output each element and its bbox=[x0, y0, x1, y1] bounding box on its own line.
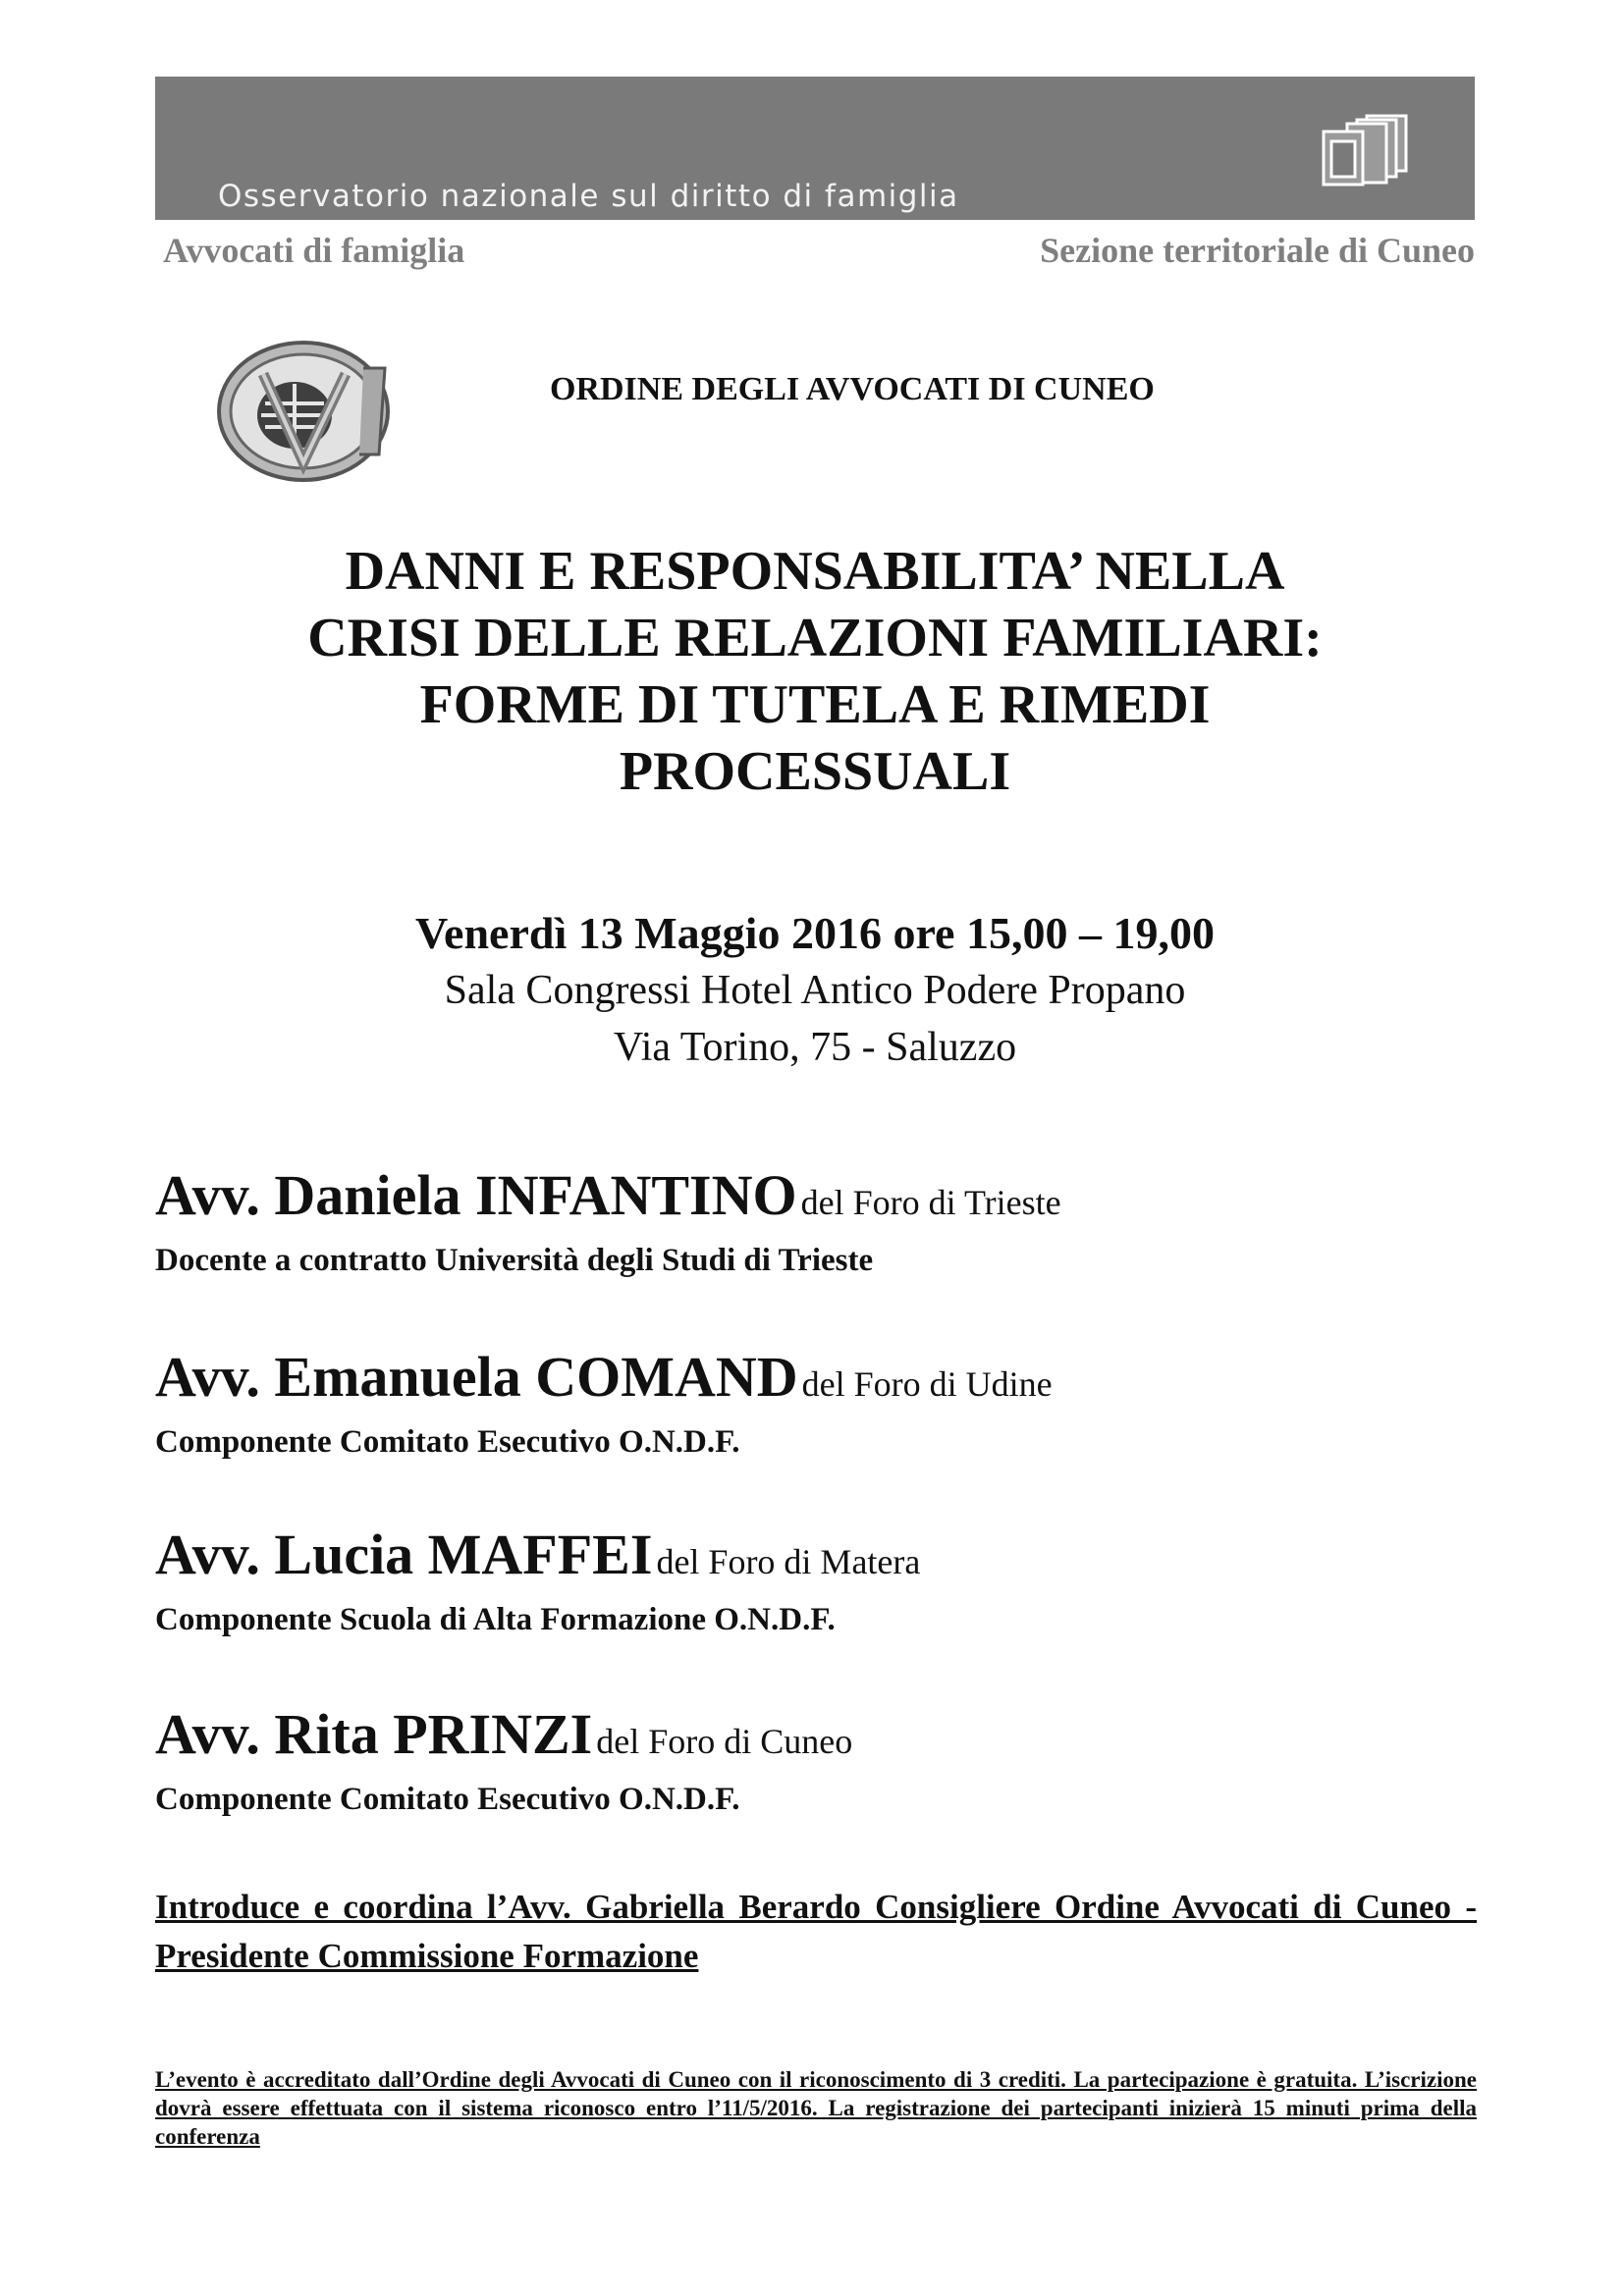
speaker-name: Avv. Lucia MAFFEI bbox=[155, 1522, 653, 1586]
speaker-role: Componente Scuola di Alta Formazione O.N.D.F. bbox=[155, 1602, 836, 1637]
event-venue: Sala Congressi Hotel Antico Podere Propano bbox=[444, 968, 1186, 1013]
subtitle-left: Avvocati di famiglia bbox=[163, 231, 465, 270]
bar-association-seal-icon bbox=[216, 339, 391, 484]
speaker bbox=[155, 1347, 1053, 1462]
speaker-name: Avv. Rita PRINZI bbox=[155, 1702, 593, 1766]
event-address: Via Torino, 75 - Saluzzo bbox=[613, 1025, 1017, 1070]
event-title-line: PROCESSUALI bbox=[619, 741, 1011, 802]
subtitle-right: Sezione territoriale di Cuneo bbox=[1040, 231, 1475, 270]
event-title-line: CRISI DELLE RELAZIONI FAMILIARI: bbox=[307, 608, 1323, 668]
speaker-role: Componente Comitato Esecutivo O.N.D.F. bbox=[155, 1782, 740, 1817]
banner-title: Osservatorio nazionale sul diritto di famiglia bbox=[218, 179, 959, 214]
event-date-time: Venerdì 13 Maggio 2016 ore 15,00 – 19,00 bbox=[415, 908, 1215, 958]
event-info bbox=[157, 905, 1473, 1076]
speaker bbox=[155, 1524, 920, 1639]
books-icon bbox=[1320, 112, 1414, 187]
header-banner bbox=[155, 77, 1475, 220]
event-title bbox=[157, 538, 1473, 805]
speaker-name: Avv. Daniela INFANTINO bbox=[155, 1163, 797, 1227]
accreditation-note: L’evento è accreditato dall’Ordine degli Avvocati di Cuneo con il riconoscimento di 3 crediti. La partecipazione è gratuita. L’iscrizione dovrà essere effettuata con il sistema riconosco entro l’11/5/2016. La registrazione dei partecipanti inizierà 15 minuti prima della conferenza bbox=[155, 2067, 1477, 2149]
speaker-foro: del Foro di Trieste bbox=[800, 1183, 1061, 1222]
event-title-line: FORME DI TUTELA E RIMEDI bbox=[419, 674, 1211, 735]
moderator-intro: Introduce e coordina l’Avv. Gabriella Berardo Consigliere Ordine Avvocati di Cuneo - Presidente Commissione Formazione bbox=[155, 1888, 1477, 1975]
speaker-name: Avv. Emanuela COMAND bbox=[155, 1345, 798, 1409]
speaker-foro: del Foro di Matera bbox=[656, 1542, 921, 1581]
speaker-role: Componente Comitato Esecutivo O.N.D.F. bbox=[155, 1424, 740, 1460]
speaker bbox=[155, 1704, 852, 1819]
event-title-line: DANNI E RESPONSABILITA’ NELLA bbox=[345, 541, 1285, 602]
organizer-name: ORDINE DEGLI AVVOCATI DI CUNEO bbox=[550, 371, 1155, 407]
speaker-foro: del Foro di Cuneo bbox=[596, 1722, 853, 1761]
speaker-foro: del Foro di Udine bbox=[801, 1364, 1053, 1404]
speaker-role: Docente a contratto Università degli Studi di Trieste bbox=[155, 1243, 874, 1278]
speaker bbox=[155, 1165, 1061, 1280]
